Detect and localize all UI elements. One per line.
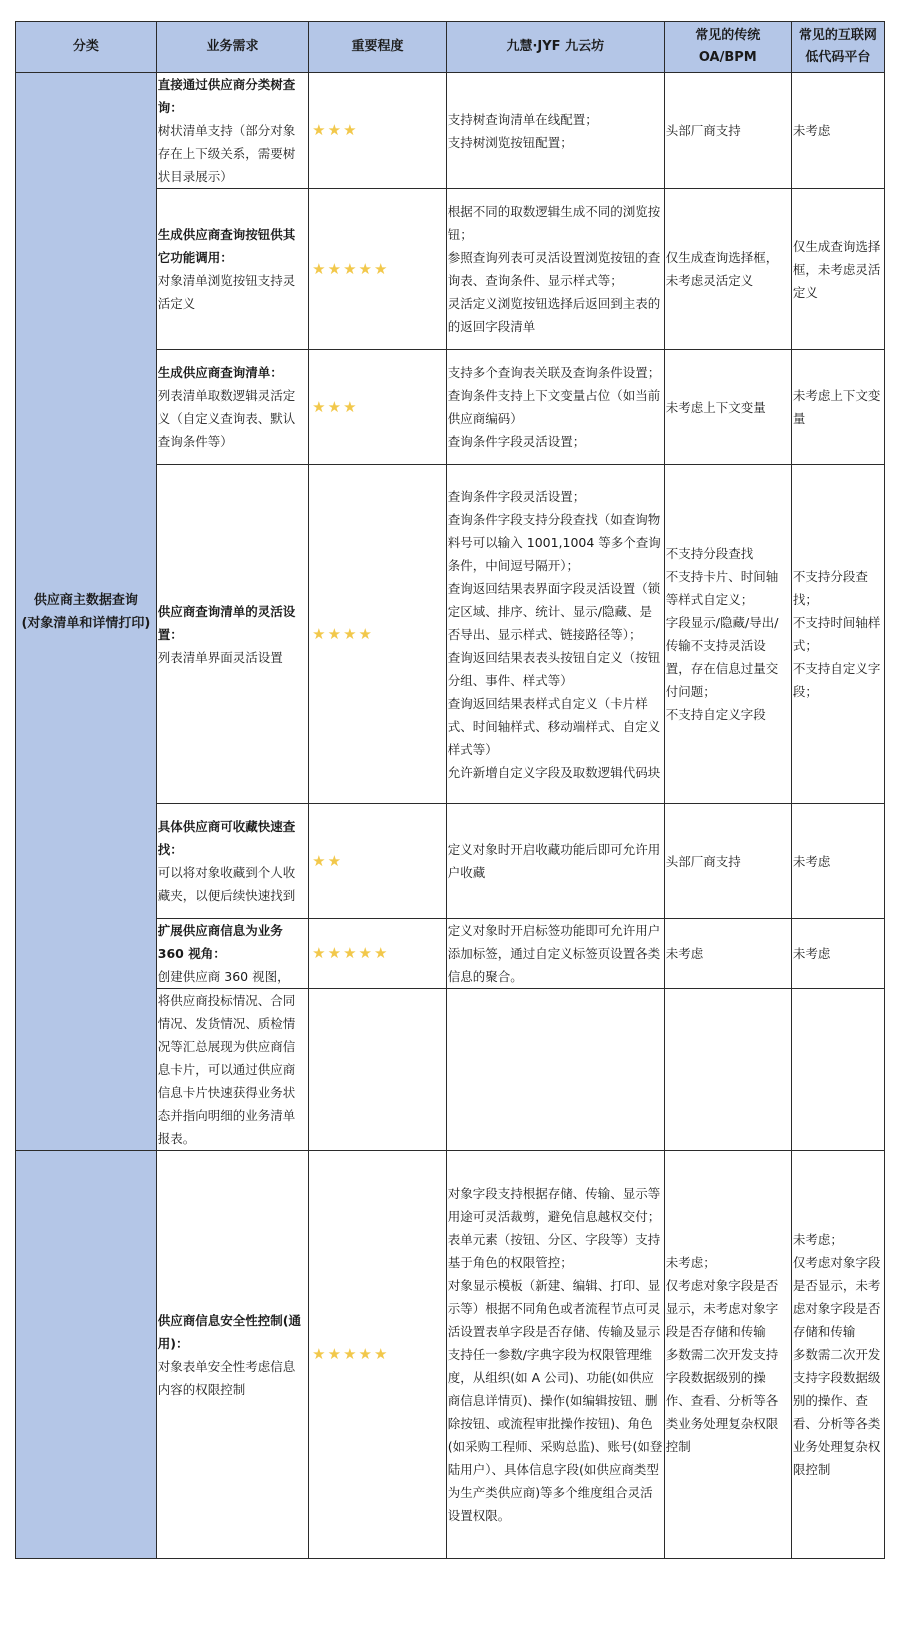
lowcode-cell (791, 804, 884, 919)
oa-bpm-line: 头部厂商支持 (665, 123, 741, 138)
jyf-cell (446, 1151, 664, 1559)
star-icon: ★ (343, 397, 359, 416)
comparison-table-wrapper (15, 21, 885, 1559)
jyf-line: 定义对象时开启收藏功能后即可允许用户收藏 (447, 842, 661, 880)
lowcode-cell (791, 919, 884, 989)
lowcode-line: 未考虑 (792, 123, 831, 138)
requirement-description: 可以将对象收藏到个人收藏夹，以便后续快速找到 (157, 865, 296, 903)
requirement-description: 列表清单取数逻辑灵活定义（自定义查询表、默认查询条件等） (157, 388, 296, 449)
requirement-cell (156, 989, 308, 1151)
header-importance: 重要程度 (309, 22, 447, 73)
jyf-cell (446, 804, 664, 919)
lowcode-line: 不支持自定义字段； (792, 661, 881, 699)
oa-bpm-cell (664, 465, 791, 804)
importance-rating (309, 1151, 447, 1559)
jyf-cell (446, 350, 664, 465)
oa-bpm-line: 仅考虑对象字段是否显示，未考虑对象字段是否存储和传输 (665, 1278, 779, 1339)
jyf-line: 支持任一参数/字典字段为权限管理维度，从组织(如 A 公司)、功能(如供应商信息详情页)、操作(如编辑按钮、删除按钮、或流程审批操作按钮)、角色(如采购工程师、采购总监)、账号(如登陆用户）、具体信息字段(如供应商类型为生产类供应商)等多个维度组合灵活设置权限。 (447, 1347, 663, 1523)
star-icon: ★ (343, 624, 359, 643)
lowcode-line: 仅考虑对象字段是否显示，未考虑对象字段是否存储和传输 (792, 1255, 881, 1339)
lowcode-cell (791, 73, 884, 189)
header-lowcode (791, 22, 884, 73)
jyf-line: 查询条件支持上下文变量占位（如当前供应商编码） (447, 388, 661, 426)
star-icon: ★ (327, 259, 344, 278)
importance-rating (309, 989, 447, 1151)
importance-rating (309, 73, 447, 189)
category-cell-continued (16, 1151, 157, 1559)
star-icon: ★ (312, 259, 328, 278)
oa-bpm-line: 字段显示/隐藏/导出/传输不支持灵活设置，存在信息过量交付问题； (665, 615, 779, 699)
requirement-title: 供应商信息安全性控制(通用)： (157, 1312, 301, 1351)
star-icon: ★ (312, 944, 328, 962)
header-oa-line2: OA/BPM (698, 50, 757, 65)
star-icon: ★ (312, 121, 328, 139)
oa-bpm-cell (664, 73, 791, 189)
lowcode-cell (791, 189, 884, 350)
requirement-cell (156, 804, 308, 919)
header-row (16, 22, 885, 73)
table-row (16, 73, 885, 189)
jyf-line: 支持多个查询表关联及查询条件设置； (447, 365, 661, 380)
star-icon: ★ (358, 259, 374, 278)
oa-bpm-line: 多数需二次开发支持字段数据级别的操作、查看、分析等各类业务处理复杂权限控制 (665, 1347, 779, 1454)
requirement-title: 供应商查询清单的灵活设置： (157, 603, 296, 642)
lowcode-line: 未考虑 (792, 853, 831, 869)
star-icon: ★ (343, 944, 359, 962)
star-icon: ★ (327, 944, 344, 962)
requirement-description: 对象清单浏览按钮支持灵活定义 (157, 273, 296, 311)
star-icon: ★ (312, 624, 328, 643)
category-line1: 供应商主数据查询 (33, 592, 138, 608)
oa-bpm-cell (664, 350, 791, 465)
lowcode-line: 未考虑 (792, 946, 831, 961)
star-icon: ★ (343, 259, 359, 278)
jyf-cell (446, 465, 664, 804)
jyf-line: 对象字段支持根据存储、传输、显示等用途可灵活裁剪，避免信息越权交付； (447, 1186, 661, 1224)
oa-bpm-cell (664, 989, 791, 1151)
requirement-description: 列表清单界面灵活设置 (157, 649, 283, 665)
header-lowcode-line2: 低代码平台 (805, 50, 871, 65)
jyf-cell (446, 989, 664, 1151)
star-icon: ★ (373, 944, 390, 962)
jyf-line: 表单元素（按钮、分区、字段等）支持基于角色的权限管控； (447, 1232, 661, 1270)
jyf-line: 定义对象时开启标签功能即可允许用户添加标签，通过自定义标签页设置各类信息的聚合。 (447, 923, 661, 984)
star-icon: ★ (327, 624, 344, 643)
jyf-line: 允许新增自定义字段及取数逻辑代码块 (447, 764, 661, 780)
header-oa (664, 22, 791, 73)
jyf-line: 对象显示模板（新建、编辑、打印、显示等）根据不同角色或者流程节点可灵活设置表单字段是否存储、传输及显示 (447, 1278, 661, 1339)
lowcode-line: 未考虑上下文变量 (792, 388, 881, 426)
category-line2: (对象清单和详情打印) (21, 615, 151, 631)
jyf-cell (446, 189, 664, 350)
jyf-cell (446, 919, 664, 989)
star-icon: ★ (312, 397, 328, 416)
table-row (16, 1151, 885, 1559)
oa-bpm-line: 未考虑 (665, 946, 704, 961)
star-icon: ★ (327, 1345, 344, 1363)
jyf-line: 查询条件字段支持分段查找（如查询物料号可以输入 1001,1004 等多个查询条件，中间逗号隔开）； (447, 511, 661, 573)
jyf-line: 查询返回结果表样式自定义（卡片样式、时间轴样式、移动端样式、自定义样式等） (447, 695, 661, 757)
oa-bpm-line: 仅生成查询选择框，未考虑灵活定义 (665, 250, 779, 288)
header-category: 分类 (16, 22, 157, 73)
star-icon: ★ (327, 397, 344, 416)
oa-bpm-cell (664, 1151, 791, 1559)
jyf-line: 灵活定义浏览按钮选择后返回到主表的的返回字段清单 (447, 296, 661, 334)
oa-bpm-line: 头部厂商支持 (665, 853, 741, 869)
oa-bpm-line: 未考虑； (665, 1255, 716, 1270)
requirement-title: 生成供应商查询按钮供其它功能调用： (157, 227, 296, 265)
requirement-title: 生成供应商查询清单： (157, 365, 283, 380)
jyf-line: 查询返回结果表界面字段灵活设置（锁定区域、排序、统计、显示/隐藏、是否导出、显示样式、链接路径等）； (447, 580, 661, 642)
oa-bpm-cell (664, 189, 791, 350)
importance-rating (309, 804, 447, 919)
importance-rating (309, 189, 447, 350)
lowcode-line: 未考虑； (792, 1232, 843, 1247)
jyf-line: 根据不同的取数逻辑生成不同的浏览按钮； (447, 204, 661, 242)
header-requirement: 业务需求 (156, 22, 308, 73)
requirement-cell (156, 350, 308, 465)
requirement-title: 具体供应商可收藏快速查找： (157, 819, 296, 857)
oa-bpm-cell (664, 919, 791, 989)
comparison-table (15, 21, 885, 1559)
header-jyf: 九慧·JYF 九云坊 (446, 22, 664, 73)
jyf-line: 支持树查询清单在线配置； (447, 111, 598, 127)
jyf-line: 支持树浏览按钮配置； (447, 134, 573, 150)
requirement-description: 树状清单支持（部分对象存在上下级关系，需要树状目录展示） (157, 123, 296, 184)
star-icon: ★ (343, 121, 359, 139)
lowcode-line: 仅生成查询选择框，未考虑灵活定义 (792, 238, 881, 300)
header-lowcode-line1: 常见的互联网 (798, 28, 877, 43)
importance-rating (309, 465, 447, 804)
star-icon: ★ (327, 851, 344, 870)
jyf-line: 参照查询列表可灵活设置浏览按钮的查询表、查询条件、显示样式等； (447, 250, 661, 288)
star-icon: ★ (373, 259, 390, 278)
oa-bpm-line: 不支持自定义字段 (665, 707, 766, 722)
header-oa-line1: 常见的传统 (695, 28, 761, 43)
importance-rating (309, 350, 447, 465)
jyf-line: 查询条件字段灵活设置； (447, 434, 586, 449)
requirement-description: 将供应商投标情况、合同情况、发货情况、质检情况等汇总展现为供应商信息卡片，可以通过供应商信息卡片快速获得业务状态并指向明细的业务清单报表。 (157, 993, 296, 1146)
requirement-description: 对象表单安全性考虑信息内容的权限控制 (157, 1358, 296, 1397)
star-icon: ★ (343, 1345, 359, 1363)
lowcode-line: 不支持时间轴样式； (792, 615, 881, 653)
table-body (16, 73, 885, 1559)
lowcode-cell (791, 1151, 884, 1559)
star-icon: ★ (327, 121, 344, 139)
lowcode-line: 不支持分段查找； (792, 569, 868, 607)
jyf-line: 查询条件字段灵活设置； (447, 488, 586, 504)
star-icon: ★ (312, 851, 328, 870)
requirement-cell (156, 465, 308, 804)
requirement-title: 直接通过供应商分类树查询： (157, 77, 296, 115)
oa-bpm-line: 不支持卡片、时间轴等样式自定义； (665, 569, 779, 607)
lowcode-line: 多数需二次开发支持字段数据级别的操作、查看、分析等各类业务处理复杂权限控制 (792, 1347, 881, 1477)
requirement-cell (156, 73, 308, 189)
requirement-cell (156, 189, 308, 350)
jyf-cell (446, 73, 664, 189)
star-icon: ★ (312, 1345, 328, 1363)
lowcode-cell (791, 989, 884, 1151)
star-icon: ★ (373, 1345, 390, 1363)
oa-bpm-line: 未考虑上下文变量 (665, 399, 766, 415)
requirement-title: 扩展供应商信息为业务 360 视角： (157, 923, 283, 961)
jyf-line: 查询返回结果表表头按钮自定义（按钮分组、事件、样式等） (447, 649, 661, 688)
importance-rating (309, 919, 447, 989)
requirement-cell (156, 1151, 308, 1559)
star-icon: ★ (358, 624, 374, 643)
star-icon: ★ (358, 1345, 374, 1363)
requirement-description: 创建供应商 360 视图， (157, 969, 290, 984)
oa-bpm-cell (664, 804, 791, 919)
requirement-cell (156, 919, 308, 989)
oa-bpm-line: 不支持分段查找 (665, 546, 754, 561)
lowcode-cell (791, 465, 884, 804)
lowcode-cell (791, 350, 884, 465)
category-cell (16, 73, 157, 1151)
star-icon: ★ (358, 944, 374, 962)
